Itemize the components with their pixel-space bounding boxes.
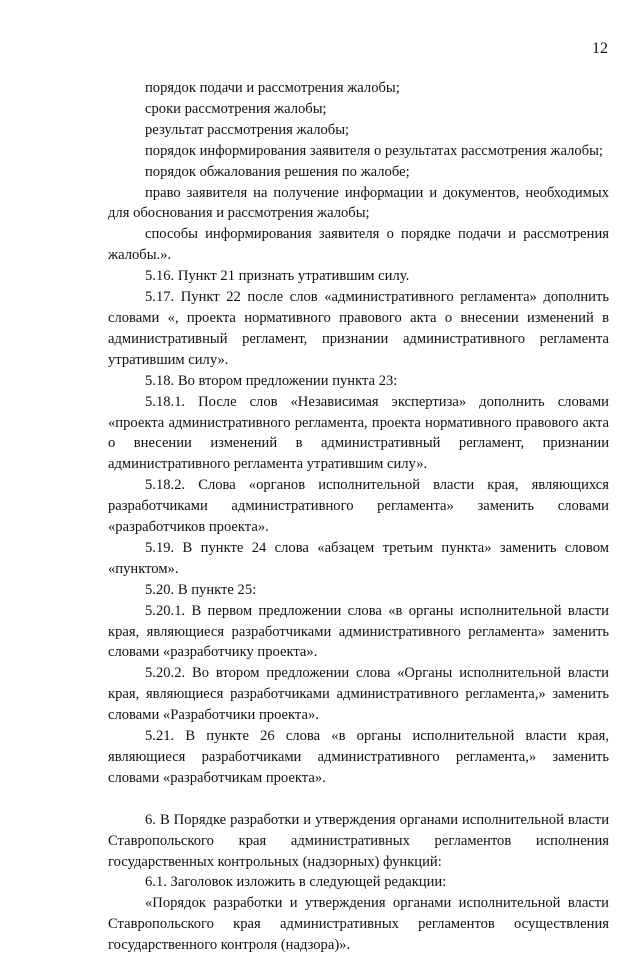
document-body xyxy=(108,78,609,956)
paragraph: результат рассмотрения жалобы; xyxy=(145,121,350,138)
paragraph: порядок подачи и рассмотрения жалобы; xyxy=(145,80,400,96)
paragraph: способы информирования заявителя о порядке подачи и рассмотрения жалобы.». xyxy=(108,226,609,264)
paragraph: 5.17. Пункт 22 после слов «административного регламента» дополнить словами «, проекта нормативного правового акта о внесении изменений в административный регламент, признании административного регламента утратившим силу». xyxy=(108,289,609,368)
paragraph: порядок информирования заявителя о результатах рассмотрения жалобы; xyxy=(145,142,603,159)
paragraph: 5.18.2. Слова «органов исполнительной власти края, являющихся разработчиками административного регламента» заменить словами «разработчиков проекта». xyxy=(108,477,609,536)
paragraph: сроки рассмотрения жалобы; xyxy=(145,100,327,117)
paragraph: 5.19. В пункте 24 слова «абзацем третьим пункта» заменить словом «пунктом». xyxy=(108,539,609,577)
paragraph: порядок обжалования решения по жалобе; xyxy=(145,163,410,180)
paragraph: 6.1. Заголовок изложить в следующей редакции: xyxy=(145,874,447,891)
paragraph: 5.16. Пункт 21 признать утратившим силу. xyxy=(145,268,410,285)
paragraph: право заявителя на получение информации и документов, необходимых для обоснования и рассмотрения жалобы; xyxy=(108,184,609,222)
paragraph: 5.21. В пункте 26 слова «в органы исполнительной власти края, являющиеся разработчиками административного регламента,» заменить словами «разработчикам проекта». xyxy=(108,728,609,786)
paragraph: 5.20.2. Во втором предложении слова «Органы исполнительной власти края, являющиеся разработчиками административного регламента,» заменить словами «Разработчики проекта». xyxy=(108,665,609,724)
section-heading-paragraph: 6. В Порядке разработки и утверждения органами исполнительной власти Ставропольского края административных регламентов исполнения государственных контрольных (надзорных) функций: xyxy=(108,811,609,870)
paragraph: 5.20.1. В первом предложении слова «в органы исполнительной власти края, являющиеся разработчиками административного регламента» заменить словами «разработчику проекта». xyxy=(108,602,609,661)
paragraph: «Порядок разработки и утверждения органами исполнительной власти Ставропольского края административных регламентов осуществления государственного контроля (надзора)». xyxy=(108,895,609,954)
paragraph: 5.20. В пункте 25: xyxy=(145,581,257,598)
paragraph: 5.18. Во втором предложении пункта 23: xyxy=(145,372,398,389)
page-number: 12 xyxy=(592,40,608,57)
paragraph: 5.18.1. После слов «Независимая экспертиза» дополнить словами «проекта административного регламента, проекта нормативного правового акта о внесении изменений в административный регламент, признании административного регламента утратившим силу». xyxy=(108,393,609,473)
